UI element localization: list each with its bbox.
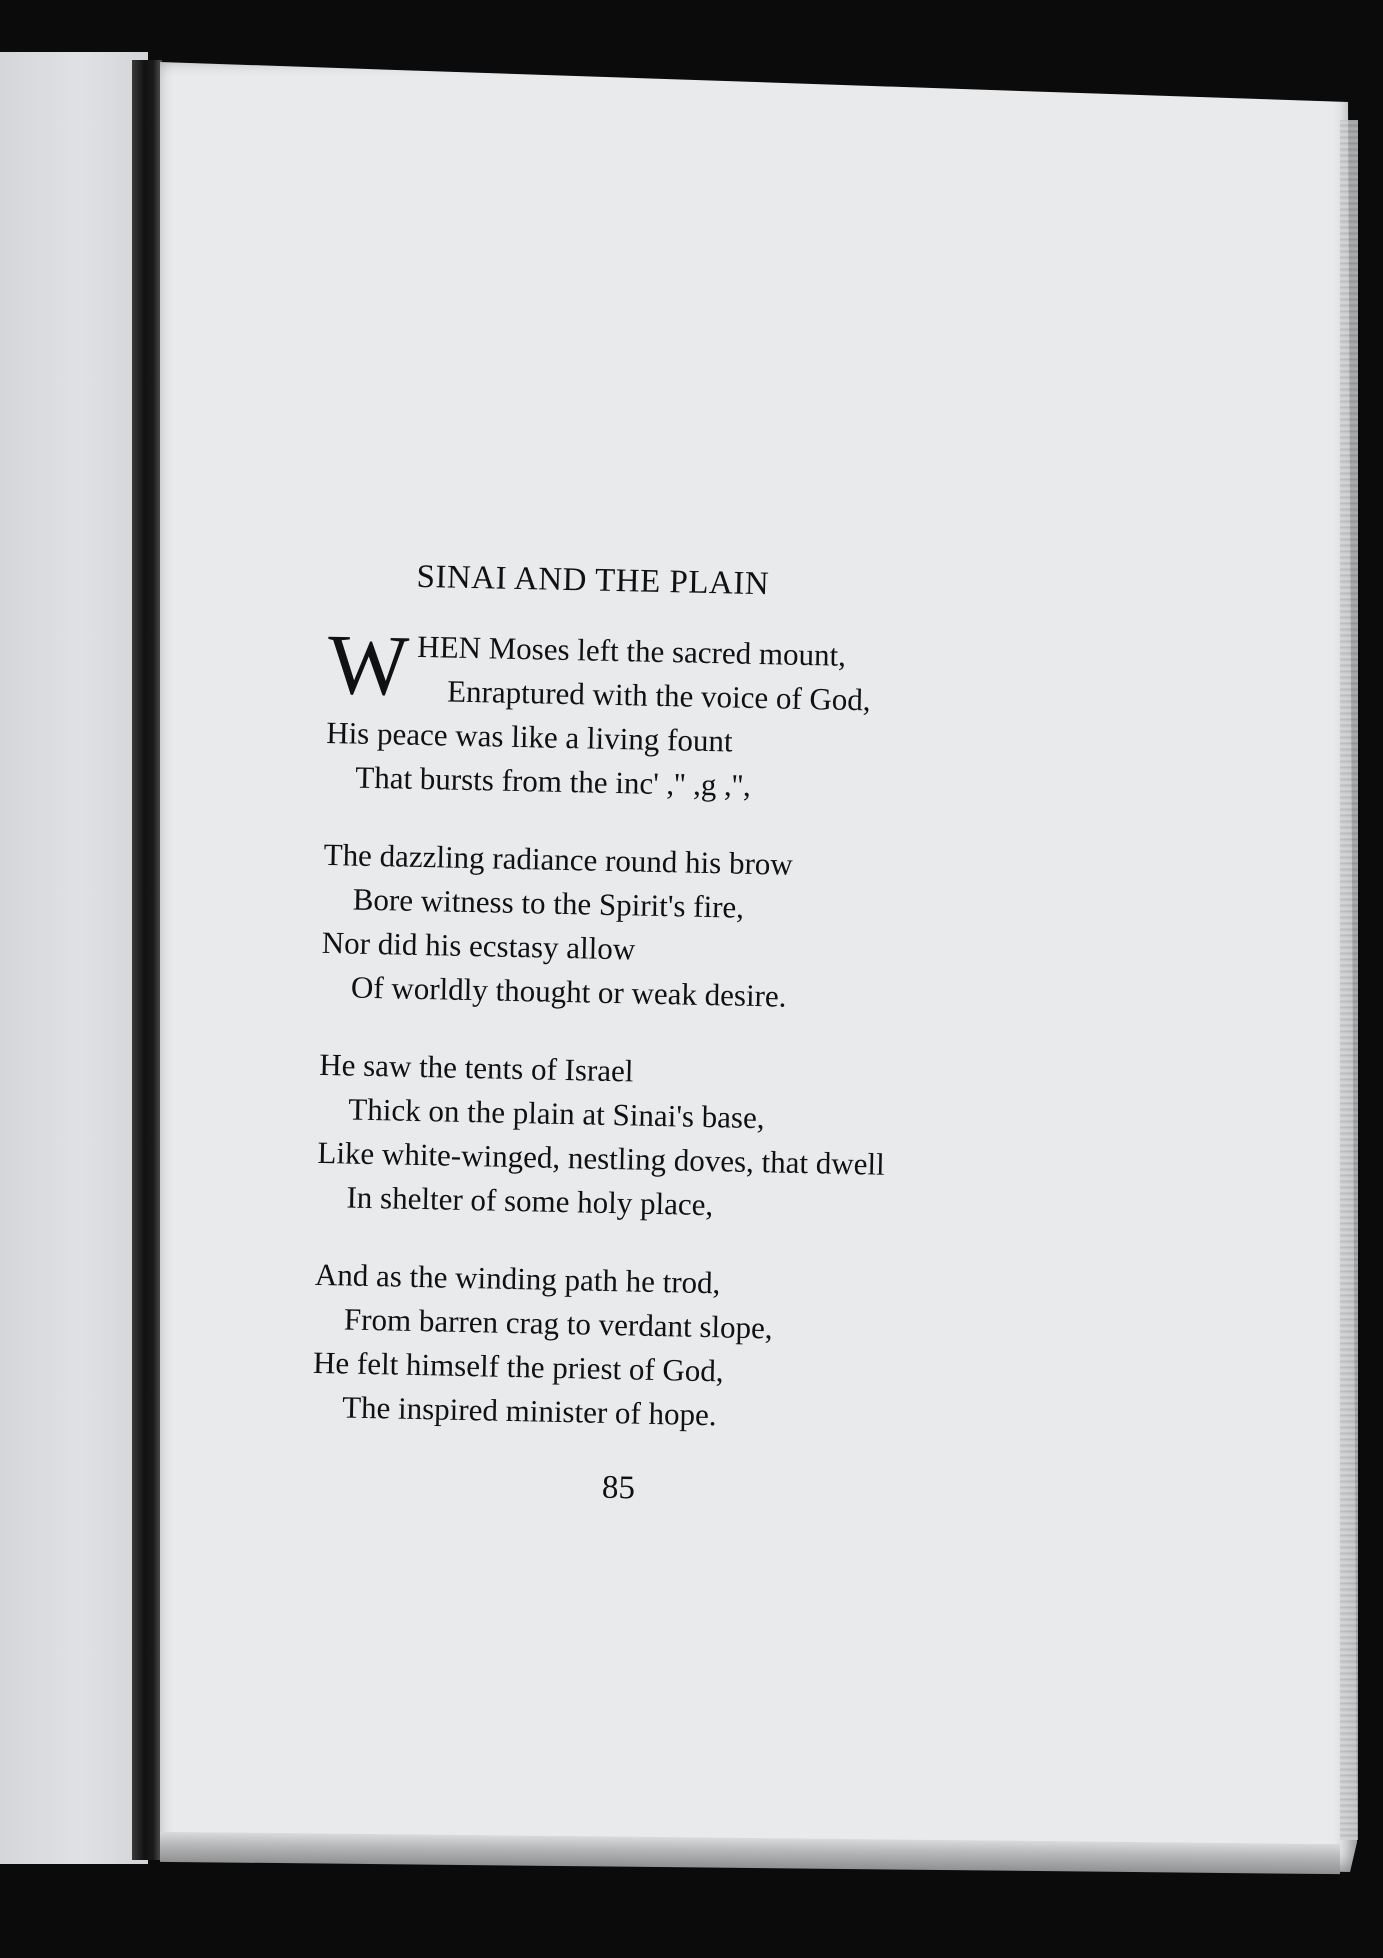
stanza-4 (312, 1253, 996, 1443)
stanza-2 (320, 833, 1004, 1023)
poem-line: His peace was like a living fount (325, 714, 733, 759)
poem-line: HEN Moses left the sacred mount, (416, 628, 847, 673)
poem-line: The inspired minister of hope. (341, 1389, 717, 1433)
poem-line: Like white-winged, nestling doves, that dwell (317, 1134, 886, 1182)
poem-line: Nor did his ecstasy allow (321, 924, 636, 967)
poem-line: From barren crag to verdant slope, (343, 1301, 773, 1346)
poem-line: Of worldly thought or weak desire. (350, 969, 787, 1014)
poem-line: He saw the tents of Israel (318, 1046, 634, 1089)
poem-line: That bursts from the inc' ,'' ,g ,'', (354, 759, 752, 803)
poem-line: He felt himself the priest of God, (312, 1344, 725, 1389)
stanza-3 (316, 1043, 1000, 1233)
poem (311, 555, 1010, 1477)
drop-cap: W (326, 615, 410, 714)
poem-line: Enraptured with the voice of God, (446, 673, 871, 718)
poem-line: The dazzling radiance round his brow (323, 836, 794, 882)
poem-line: Bore witness to the Spirit's fire, (352, 881, 745, 925)
poem-line: And as the winding path he trod, (314, 1256, 721, 1301)
poem-line: Thick on the plain at Sinai's base, (348, 1091, 765, 1136)
left-page (0, 52, 148, 1864)
stanza-1 (325, 615, 1009, 813)
poem-title: SINAI AND THE PLAIN (416, 558, 770, 603)
poem-line: In shelter of some holy place, (346, 1179, 714, 1223)
book-gutter (132, 60, 162, 1860)
page-number: 85 (601, 1469, 636, 1507)
page-edge (1340, 120, 1358, 1840)
